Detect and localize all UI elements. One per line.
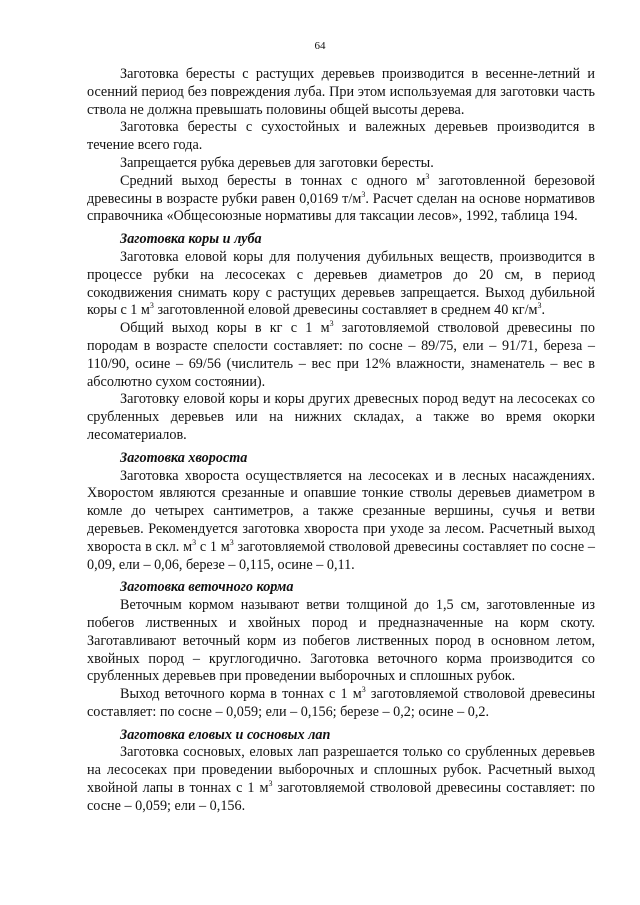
page-number: 64: [314, 40, 326, 52]
text-run: заготовленной березовой древесины в возрасте рубки равен 0,0169 т/м: [87, 172, 595, 207]
text-run: Заготовка бересты с растущих деревьев производится в весенне-летний и осенний период без повреждения луба. При этом используемая для заготовки часть ствола не должна превышать половины общей высоты дерева.: [87, 66, 595, 118]
text-run: заготовляемой стволовой древесины составляет по сосне – 0,09, ели – 0,06, березе – 0,115, осине – 0,11.: [87, 538, 595, 573]
text-run: Заготовка бересты с сухостойных и валежных деревьев производится в течение всего года.: [87, 119, 595, 154]
text-run: Заготовку еловой коры и коры других древесных пород ведут на лесосеках со срубленных деревьев или на нижних складах, а также во время окорки лесоматериалов.: [87, 391, 595, 443]
superscript: 3: [149, 301, 154, 311]
superscript: 3: [537, 301, 542, 311]
paragraph: [87, 597, 595, 686]
paragraph: [87, 249, 595, 320]
text-run: .: [541, 302, 546, 319]
superscript: 3: [425, 171, 430, 181]
text-run: Веточным кормом называют ветви толщиной до 1,5 см, заготовленные из побегов лиственных и хвойных пород и предназначенные на корм скоту. Заготавливают веточный корм из побегов лиственных пород в основном летом, хвойных пород – круглогодично. Заготовка веточного корма производится со срубленных деревьев при проведении выборочных и сплошных рубок.: [87, 597, 595, 685]
paragraph: [87, 391, 595, 444]
text-run: Заготовка хвороста осуществляется на лесосеках и в лесных насаждениях. Хворостом являются срезанные и опавшие тонкие стволы деревьев диаметром в комле до четырех сантиметров, а также срезанные вершины, сучья и ветви деревьев. Рекомендуется заготовка хвороста при уходе за лесом. Расчетный выход хвороста в скл. м: [87, 467, 595, 555]
text-run: . Расчет сделан на основе нормативов справочника «Общесоюзные нормативы для таксации лесов», 1992, таблица 194.: [87, 190, 596, 225]
text-run: заготовляемой стволовой древесины составляет: по сосне – 0,059; ели – 0,156.: [87, 780, 595, 814]
text-run: заготовленной еловой древесины составляет в среднем 40 кг/м: [153, 302, 538, 319]
text-run: Заготовка еловых и сосновых лап: [120, 726, 331, 743]
text-run: Заготовка еловой коры для получения дубильных веществ, производится в процессе рубки на лесосеках с деревьев диаметров до 20 см, в период сокодвижения снимать кору с растущих деревьев запрещается. Выход дубильной коры с 1 м: [87, 248, 595, 319]
paragraph: [87, 66, 595, 119]
text-run: заготовляемой стволовой древесины по породам в возрасте спелости составляет: по сосне – 89/75, ели – 91/71, береза – 110/90, осине – 69/56 (числитель – вес при 12% влажности, знаменатель – вес в абсолютно сухом состоянии).: [87, 320, 595, 390]
paragraph: [87, 173, 595, 226]
paragraph: [87, 744, 595, 815]
paragraph: [87, 155, 595, 173]
section-heading: [87, 231, 595, 249]
paragraph: [87, 686, 595, 722]
superscript: 3: [361, 189, 366, 199]
paragraph: [87, 468, 595, 575]
text-run: Средний выход бересты в тоннах с одного м: [120, 172, 426, 189]
text-run: Заготовка коры и луба: [120, 231, 262, 248]
superscript: 3: [192, 537, 197, 547]
text-run: Выход веточного корма в тоннах с 1 м: [120, 686, 362, 703]
page-content: [87, 66, 595, 816]
text-run: Заготовка сосновых, еловых лап разрешается только со срубленных деревьев на лесосеках при проведении выборочных и сплошных рубок. Расчетный выход хвойной лапы в тоннах с 1 м: [87, 744, 595, 797]
superscript: 3: [229, 537, 234, 547]
superscript: 3: [329, 319, 334, 329]
text-run: Заготовка веточного корма: [120, 579, 294, 596]
text-run: с 1 м: [196, 538, 230, 555]
text-run: Запрещается рубка деревьев для заготовки бересты.: [120, 154, 434, 171]
text-run: Заготовка хвороста: [120, 449, 248, 466]
superscript: 3: [268, 779, 273, 789]
paragraph: [87, 320, 595, 391]
paragraph: [87, 119, 595, 155]
section-heading: [87, 450, 595, 468]
section-heading: [87, 727, 595, 745]
section-heading: [87, 579, 595, 597]
superscript: 3: [361, 685, 366, 695]
text-run: Общий выход коры в кг с 1 м: [120, 320, 330, 337]
text-run: заготовляемой стволовой древесины составляет: по сосне – 0,059; ели – 0,156; березе – 0,2; осине – 0,2.: [87, 686, 595, 720]
